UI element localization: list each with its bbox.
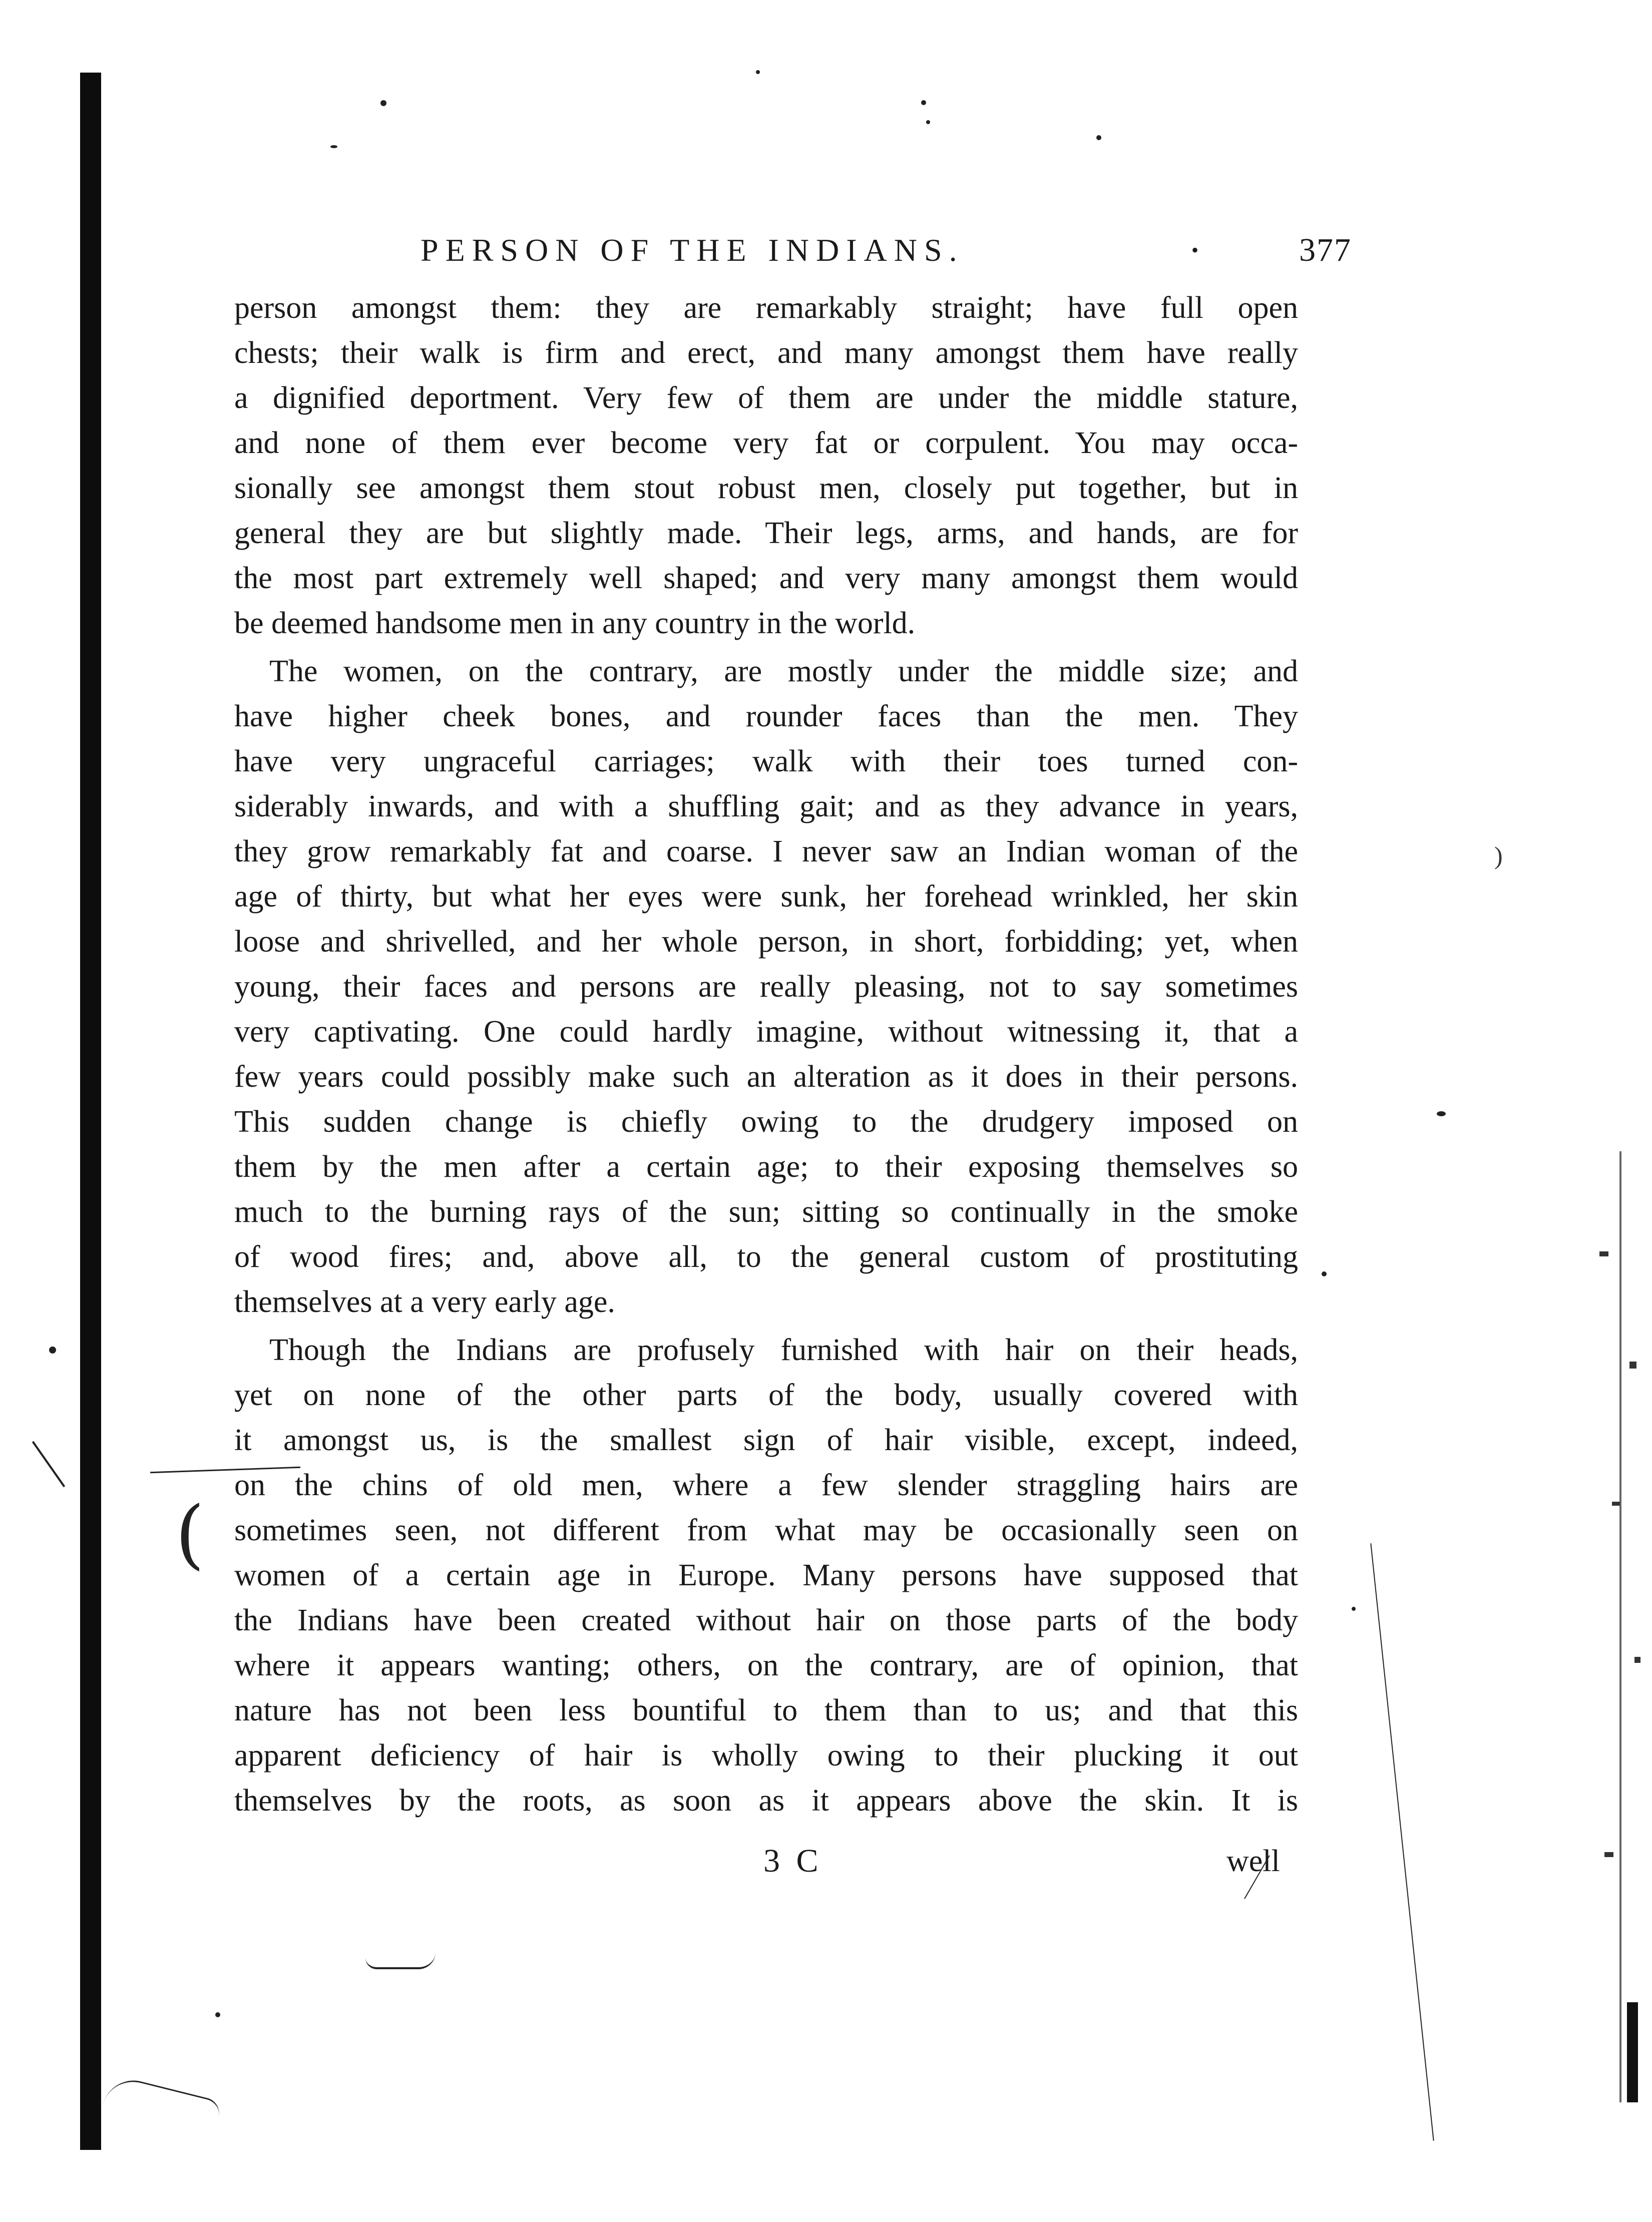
- scan-speck: [1322, 1271, 1327, 1276]
- binding-shadow: [80, 73, 101, 2150]
- signature-mark: 3 C: [763, 1843, 822, 1879]
- text-line: and none of them ever become very fat or corpulent. You may occa-: [234, 426, 1298, 460]
- text-line: themselves by the roots, as soon as it appears above the skin. It is: [234, 1784, 1298, 1818]
- text-line: The women, on the contrary, are mostly under the middle size; and: [269, 654, 1298, 688]
- scan-speck: [215, 2012, 220, 2017]
- text-line: general they are but slightly made. Their legs, arms, and hands, are for: [234, 516, 1298, 550]
- body-text: [234, 285, 1298, 1823]
- scan-speck: [330, 145, 337, 148]
- scan-speck: [756, 70, 760, 74]
- text-line: of wood fires; and, above all, to the general custom of prostituting: [234, 1240, 1298, 1274]
- margin-flourish: [365, 1952, 436, 1969]
- text-line: they grow remarkably fat and coarse. I never saw an Indian woman of the: [234, 834, 1298, 868]
- scan-speck: [1096, 135, 1101, 140]
- scan-speck: [926, 120, 930, 124]
- text-line: have very ungraceful carriages; walk with their toes turned con-: [234, 744, 1298, 778]
- text-line: sionally see amongst them stout robust men, closely put together, but in: [234, 471, 1298, 505]
- text-line: much to the burning rays of the sun; sitting so continually in the smoke: [234, 1195, 1298, 1229]
- page-curl-line: [1370, 1543, 1434, 2141]
- text-line: women of a certain age in Europe. Many persons have supposed that: [234, 1558, 1298, 1592]
- scan-speck: [49, 1347, 56, 1354]
- text-line: siderably inwards, and with a shuffling gait; and as they advance in years,: [234, 789, 1298, 823]
- scan-speck: [1437, 1111, 1446, 1116]
- text-line: them by the men after a certain age; to their exposing themselves so: [234, 1150, 1298, 1184]
- text-line: have higher cheek bones, and rounder faces than the men. They: [234, 699, 1298, 733]
- text-line: a dignified deportment. Very few of them are under the middle stature,: [234, 381, 1298, 415]
- text-line: person amongst them: they are remarkably straight; have full open: [234, 291, 1298, 325]
- text-line: few years could possibly make such an alteration as it does in their persons.: [234, 1060, 1298, 1094]
- page-edge-noise: [1599, 1151, 1644, 2177]
- text-line: the most part extremely well shaped; and very many amongst them would: [234, 561, 1298, 595]
- text-line: nature has not been less bountiful to them than to us; and that this: [234, 1693, 1298, 1727]
- text-line: themselves at a very early age.: [234, 1285, 615, 1319]
- text-line: young, their faces and persons are really pleasing, not to say sometimes: [234, 970, 1298, 1004]
- margin-bracket-mark: ): [1494, 841, 1503, 869]
- text-line: sometimes seen, not different from what may be occasionally seen on: [234, 1513, 1298, 1547]
- text-line: it amongst us, is the smallest sign of hair visible, except, indeed,: [234, 1423, 1298, 1457]
- text-line: chests; their walk is firm and erect, and many amongst them have really: [234, 336, 1298, 370]
- catchword: well: [1226, 1844, 1280, 1878]
- text-line: be deemed handsome men in any country in the world.: [234, 606, 916, 640]
- running-title-separator: •: [1191, 239, 1206, 261]
- text-line: Though the Indians are profusely furnished with hair on their heads,: [269, 1333, 1298, 1367]
- margin-bracket-mark: (: [175, 1491, 205, 1578]
- margin-slash-mark: [32, 1441, 65, 1487]
- text-line: very captivating. One could hardly imagine, without witnessing it, that a: [234, 1015, 1298, 1049]
- text-line: where it appears wanting; others, on the contrary, are of opinion, that: [234, 1648, 1298, 1682]
- scan-speck: [1352, 1607, 1356, 1611]
- text-line: This sudden change is chiefly owing to the drudgery imposed on: [234, 1105, 1298, 1139]
- text-line: yet on none of the other parts of the body, usually covered with: [234, 1378, 1298, 1412]
- text-line: loose and shrivelled, and her whole person, in short, forbidding; yet, when: [234, 925, 1298, 959]
- page-number: 377: [1299, 232, 1352, 268]
- scan-speck: [380, 100, 386, 106]
- running-title-text: PERSON OF THE INDIANS.: [421, 232, 964, 268]
- text-line: the Indians have been created without hair on those parts of the body: [234, 1603, 1298, 1637]
- corner-shading: [103, 2074, 222, 2132]
- scan-speck: [921, 100, 926, 105]
- text-line: on the chins of old men, where a few slender straggling hairs are: [234, 1468, 1298, 1502]
- text-line: apparent deficiency of hair is wholly owing to their plucking it out: [234, 1738, 1298, 1772]
- running-title: [421, 223, 1352, 278]
- text-line: age of thirty, but what her eyes were sunk, her forehead wrinkled, her skin: [234, 879, 1298, 914]
